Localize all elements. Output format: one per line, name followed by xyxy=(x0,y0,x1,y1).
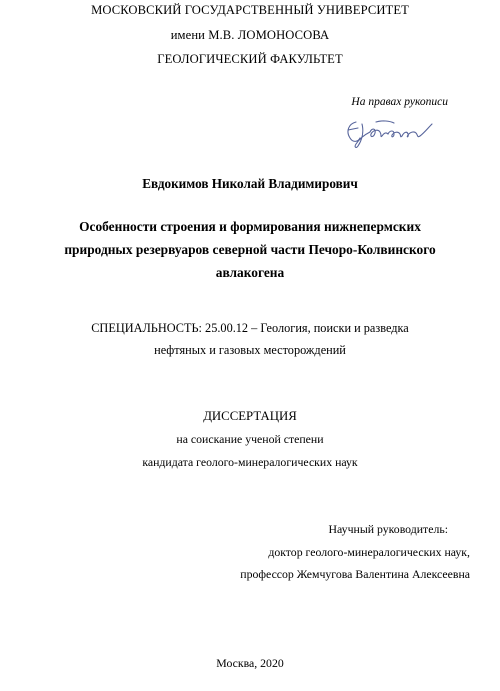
title-line-3: авлакогена xyxy=(215,265,285,280)
author-name: Евдокимов Николай Владимирович xyxy=(142,176,358,191)
degree-line-1: на соискание ученой степени xyxy=(176,432,324,446)
title-line-1: Особенности строения и формирования нижнепермских xyxy=(79,219,421,234)
handwritten-signature xyxy=(342,114,438,152)
city-year: Москва, 2020 xyxy=(216,656,284,670)
dissertation-heading: ДИССЕРТАЦИЯ xyxy=(203,409,297,423)
supervisor-label: Научный руководитель: xyxy=(328,522,448,536)
manuscript-note: На правах рукописи xyxy=(351,96,448,108)
supervisor-degree: доктор геолого-минералогических наук, xyxy=(268,545,470,559)
title-line-2: природных резервуаров северной части Печоро-Колвинского xyxy=(64,242,436,257)
faculty-name: ГЕОЛОГИЧЕСКИЙ ФАКУЛЬТЕТ xyxy=(157,52,343,66)
supervisor-name: профессор Жемчугова Валентина Алексеевна xyxy=(240,567,470,581)
specialty-line-2: нефтяных и газовых месторождений xyxy=(154,343,346,357)
degree-line-2: кандидата геолого-минералогических наук xyxy=(142,455,358,469)
named-after: имени М.В. ЛОМОНОСОВА xyxy=(170,28,330,42)
specialty-line-1: СПЕЦИАЛЬНОСТЬ: 25.00.12 – Геология, поиски и разведка xyxy=(91,321,409,335)
university-name: МОСКОВСКИЙ ГОСУДАРСТВЕННЫЙ УНИВЕРСИТЕТ xyxy=(91,3,409,17)
